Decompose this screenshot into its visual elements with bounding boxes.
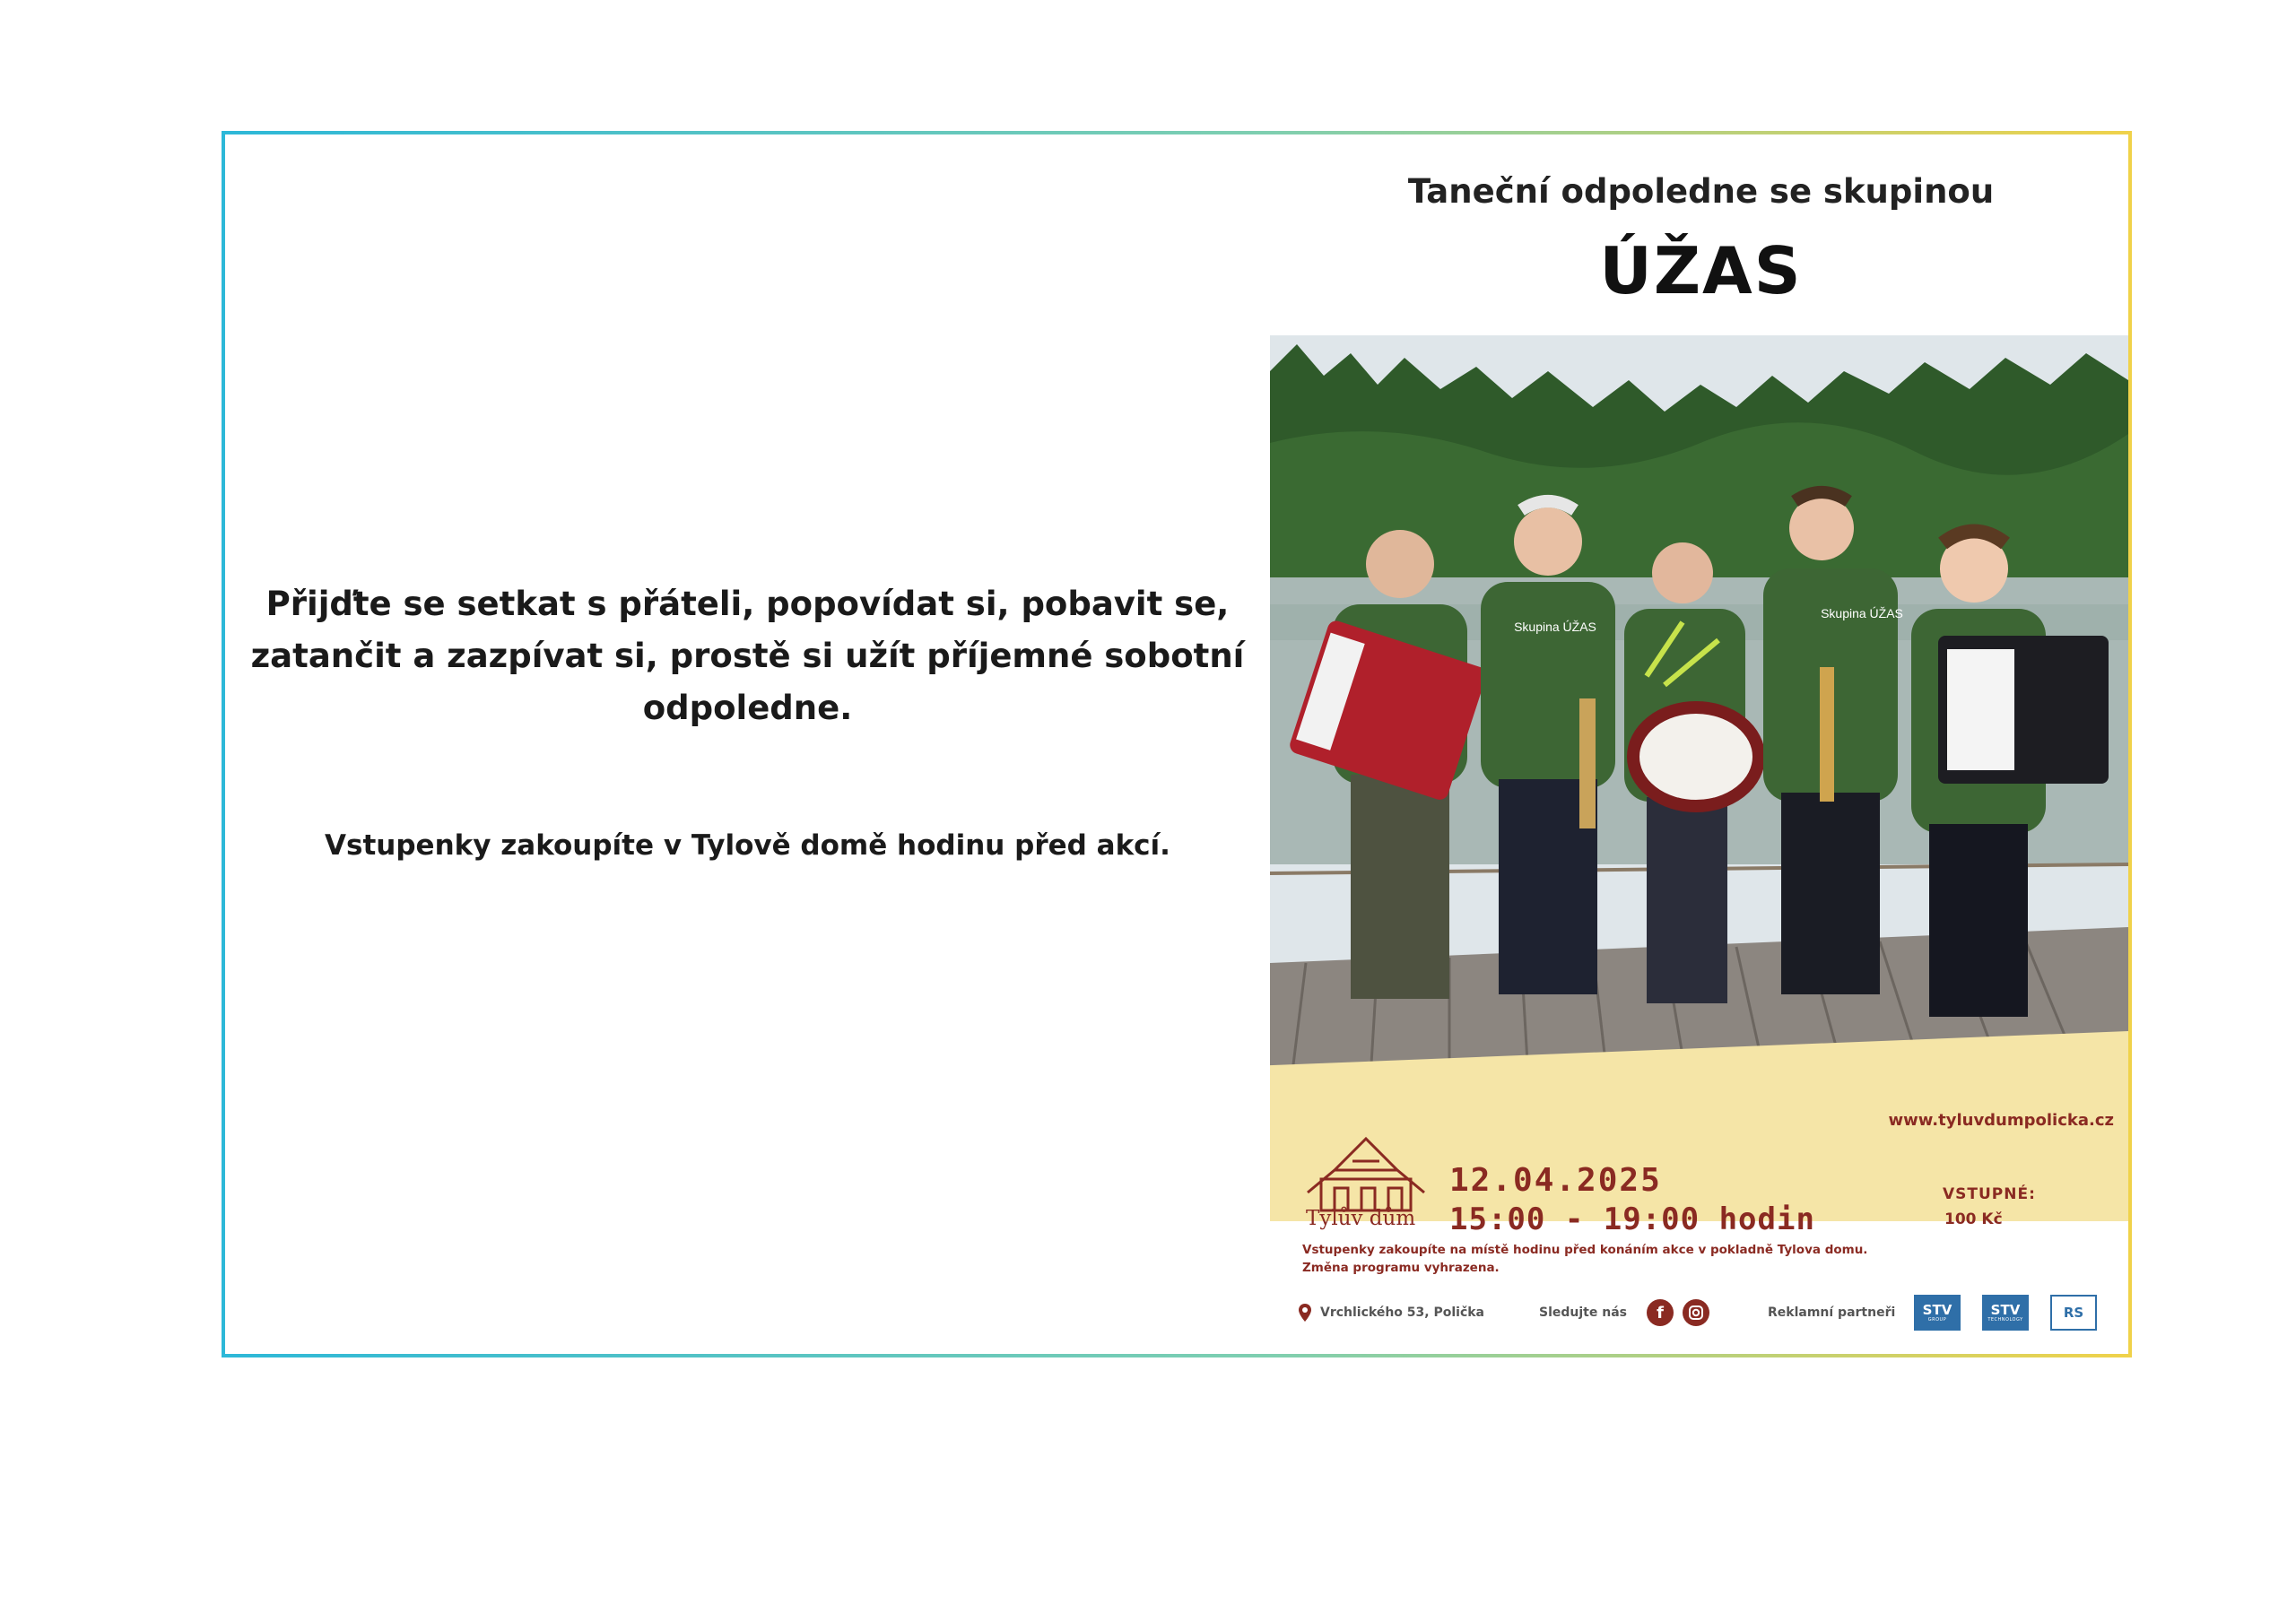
website-link[interactable]: www.tyluvdumpolicka.cz	[1888, 1111, 2114, 1130]
logo-name: Tylův dům	[1306, 1207, 1416, 1230]
event-date: 12.04.2025	[1449, 1162, 1662, 1199]
event-time: 15:00 - 19:00 hodin	[1449, 1201, 1815, 1237]
location-pin-icon	[1299, 1304, 1311, 1322]
poster-title: Taneční odpoledne se skupinou	[1407, 172, 1995, 211]
facebook-icon[interactable]: f	[1647, 1299, 1674, 1326]
address-item	[1299, 1288, 1484, 1338]
tyluv-dum-logo	[1299, 1130, 1433, 1219]
follow-item	[1539, 1288, 1627, 1338]
band-name: ÚŽAS	[1599, 233, 1803, 308]
shirt-label: Skupina ÚŽAS	[1821, 606, 1903, 620]
ticket-note-line: Vstupenky zakoupíte na místě hodinu před konáním akce v pokladně Tylova domu.	[1302, 1243, 1868, 1257]
shirt-label: Skupina ÚŽAS	[1514, 620, 1596, 634]
partner-logo-rs: RS	[2050, 1295, 2097, 1331]
partner-logo-stv-group: STV GROUP	[1914, 1295, 1961, 1331]
poster-footer	[1270, 1288, 2128, 1338]
partner-logos	[1914, 1288, 2118, 1338]
partners-label: Reklamní partneři	[1768, 1305, 1896, 1320]
ticket-note	[1302, 1241, 2038, 1277]
program-note-line: Změna programu vyhrazena.	[1302, 1261, 1500, 1275]
band-photo-illustration	[1270, 335, 2128, 1108]
intro-text: Přijďte se setkat s přáteli, popovídat si, pobavit se, zatančit a zazpívat si, prostě si užít příjemné sobotní odpoledne.	[250, 585, 1245, 727]
description-block	[225, 578, 1270, 863]
band-photo	[1270, 335, 2128, 1108]
tickets-text: Vstupenky zakoupíte v Tylově domě hodinu před akcí.	[325, 829, 1170, 862]
partner-logo-stv-technology: STV TECHNOLOGY	[1982, 1295, 2029, 1331]
partners-label-item	[1768, 1288, 1895, 1338]
address-text: Vrchlického 53, Polička	[1320, 1305, 1484, 1320]
social-links	[1647, 1288, 1718, 1338]
fee-value: 100 Kč	[1944, 1210, 2003, 1228]
instagram-icon[interactable]	[1683, 1299, 1709, 1326]
fee-label: VSTUPNÉ:	[1943, 1185, 2036, 1203]
instagram-glyph	[1688, 1305, 1704, 1321]
event-poster	[1270, 134, 2132, 1354]
event-card	[222, 131, 2132, 1357]
follow-text: Sledujte nás	[1539, 1305, 1627, 1320]
